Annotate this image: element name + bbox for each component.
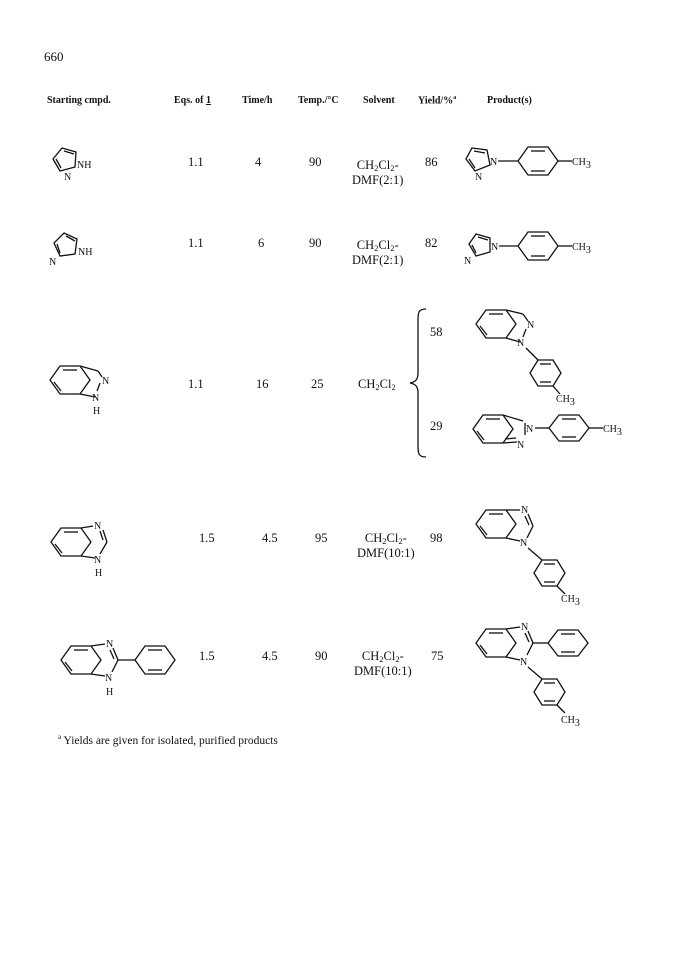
svg-text:CH3: CH3 — [572, 242, 591, 256]
svg-text:N: N — [517, 440, 525, 451]
row3-yield-2n: 29 — [430, 419, 443, 433]
svg-text:N: N — [49, 257, 57, 268]
row1-solvent: $CH_2Cl_2-$ DMF(2:1) — [352, 158, 404, 187]
page-number: 660 — [44, 49, 64, 64]
svg-text:N: N — [105, 673, 113, 684]
row2-yield: 82 — [425, 236, 438, 250]
row2-temp: 90 — [309, 236, 322, 250]
header-products: Product(s) — [487, 95, 532, 106]
row3-solvent: $CH_2Cl_2$ — [358, 377, 396, 392]
row2-solvent: $CH_2Cl_2-$ DMF(2:1) — [352, 238, 404, 267]
product-4-p-tolyl-benzimidazole-structure — [470, 498, 610, 608]
svg-text:CH3: CH3 — [561, 594, 580, 608]
svg-text:CH3: CH3 — [561, 715, 580, 729]
footnote: $^a$ Yields are given for isolated, purified products — [58, 733, 278, 747]
row2-eqs: 1.1 — [188, 236, 204, 250]
row5-temp: 90 — [315, 649, 328, 663]
svg-text:NH: NH — [78, 247, 93, 258]
row5-eqs: 1.5 — [199, 649, 215, 663]
row5-solvent: $CH_2Cl_2-$ DMF(10:1) — [354, 649, 412, 678]
row4-temp: 95 — [315, 531, 328, 545]
row1-time: 4 — [255, 155, 262, 169]
svg-text:N: N — [520, 538, 528, 549]
svg-text:N: N — [517, 338, 525, 349]
svg-text:N: N — [521, 622, 529, 633]
row4-time: 4.5 — [262, 531, 278, 545]
starting-benzimidazole-structure — [45, 518, 135, 583]
svg-text:CH3: CH3 — [572, 157, 591, 171]
product-1-p-tolyl-pyrazole-structure — [460, 138, 650, 188]
svg-text:N: N — [92, 393, 100, 404]
starting-imidazole-structure — [42, 225, 112, 275]
row2-time: 6 — [258, 236, 265, 250]
header-time: Time/h — [242, 95, 273, 106]
svg-text:N: N — [106, 639, 114, 650]
svg-text:N: N — [491, 242, 499, 253]
svg-text:N: N — [94, 555, 102, 566]
row4-eqs: 1.5 — [199, 531, 215, 545]
row3-yield-1n: 58 — [430, 325, 443, 339]
yield-brace — [404, 305, 432, 460]
row3-time: 16 — [256, 377, 269, 391]
svg-text:N: N — [64, 172, 72, 183]
svg-text:H: H — [95, 568, 103, 579]
svg-text:H: H — [106, 687, 114, 698]
row1-temp: 90 — [309, 155, 322, 169]
row3-temp: 25 — [311, 377, 324, 391]
row4-yield: 98 — [430, 531, 443, 545]
product-3a-1-p-tolyl-indazole-structure — [468, 302, 598, 407]
svg-text:H: H — [93, 406, 101, 417]
header-solvent: Solvent — [363, 95, 395, 106]
svg-text:N: N — [527, 320, 535, 331]
row5-time: 4.5 — [262, 649, 278, 663]
header-equivalents: Eqs. of 1 — [174, 95, 211, 106]
svg-text:N: N — [475, 172, 483, 183]
svg-text:N: N — [526, 424, 534, 435]
svg-text:N: N — [520, 657, 528, 668]
starting-indazole-structure — [40, 355, 130, 425]
row4-solvent: $CH_2Cl_2-$ DMF(10:1) — [357, 531, 415, 560]
row1-eqs: 1.1 — [188, 155, 204, 169]
header-yield: Yield/%$^a$ — [418, 95, 457, 107]
row5-yield: 75 — [431, 649, 444, 663]
svg-text:N: N — [102, 376, 110, 387]
starting-pyrazole-structure — [40, 140, 110, 185]
svg-text:N: N — [490, 157, 498, 168]
row1-yield: 86 — [425, 155, 438, 169]
svg-text:N: N — [94, 521, 102, 532]
svg-text:CH3: CH3 — [603, 424, 622, 438]
svg-text:NH: NH — [77, 160, 92, 171]
svg-text:CH3: CH3 — [556, 394, 575, 408]
product-3b-2-p-tolyl-indazole-structure — [465, 405, 665, 455]
svg-text:N: N — [464, 256, 472, 267]
product-5-p-tolyl-2-phenylbenzimidazole-structure — [470, 615, 650, 730]
svg-text:N: N — [521, 505, 529, 516]
product-2-p-tolyl-imidazole-structure — [462, 222, 652, 277]
starting-2-phenylbenzimidazole-structure — [55, 630, 195, 700]
header-starting-compound: Starting cmpd. — [47, 95, 111, 106]
row3-eqs: 1.1 — [188, 377, 204, 391]
header-temperature: Temp./°C — [298, 95, 339, 106]
